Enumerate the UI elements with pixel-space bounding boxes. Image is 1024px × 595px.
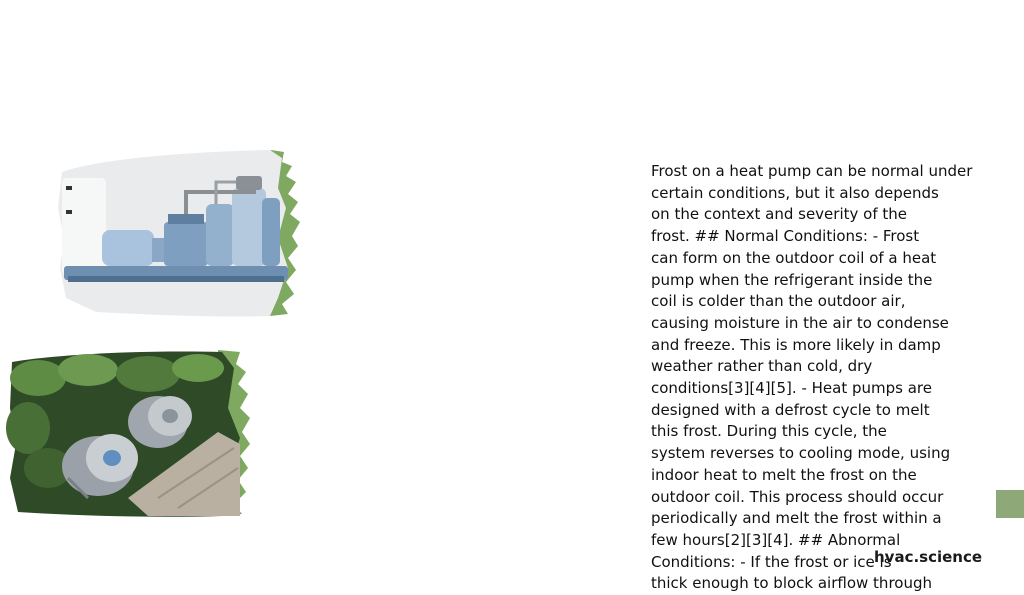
brand-label: hvac.science	[874, 548, 983, 566]
body-line: and freeze. This is more likely in damp	[651, 335, 941, 354]
body-line: causing moisture in the air to condense	[651, 313, 949, 332]
body-line: few hours[2][3][4]. ## Abnormal	[651, 530, 901, 549]
body-line: periodically and melt the frost within a	[651, 509, 942, 528]
body-line: Frost on a heat pump can be normal under	[651, 162, 973, 180]
body-line: can form on the outdoor coil of a heat	[651, 248, 937, 267]
machinery-image	[56, 148, 300, 318]
body-line: conditions[3][4][5]. - Heat pumps are	[651, 379, 932, 398]
body-line: designed with a defrost cycle to melt	[651, 400, 930, 419]
body-line: indoor heat to melt the frost on the	[651, 465, 917, 484]
body-line: system reverses to cooling mode, using	[651, 444, 951, 463]
body-line: coil is colder than the outdoor air,	[651, 292, 906, 311]
body-line: this frost. During this cycle, the	[651, 422, 887, 441]
accent-square	[996, 490, 1024, 518]
outdoor-units-image	[8, 348, 252, 518]
body-line: weather rather than cold, dry	[651, 357, 873, 376]
body-line: on the context and severity of the	[651, 205, 907, 224]
body-line: pump when the refrigerant inside the	[651, 270, 933, 289]
body-line: outdoor coil. This process should occur	[651, 487, 944, 506]
body-line: Conditions: - If the frost or ice is	[651, 552, 892, 571]
body-line: frost. ## Normal Conditions: - Frost	[651, 227, 920, 246]
article-body	[651, 161, 991, 595]
body-line: thick enough to block airflow through	[651, 574, 932, 593]
body-line: certain conditions, but it also depends	[651, 183, 939, 202]
